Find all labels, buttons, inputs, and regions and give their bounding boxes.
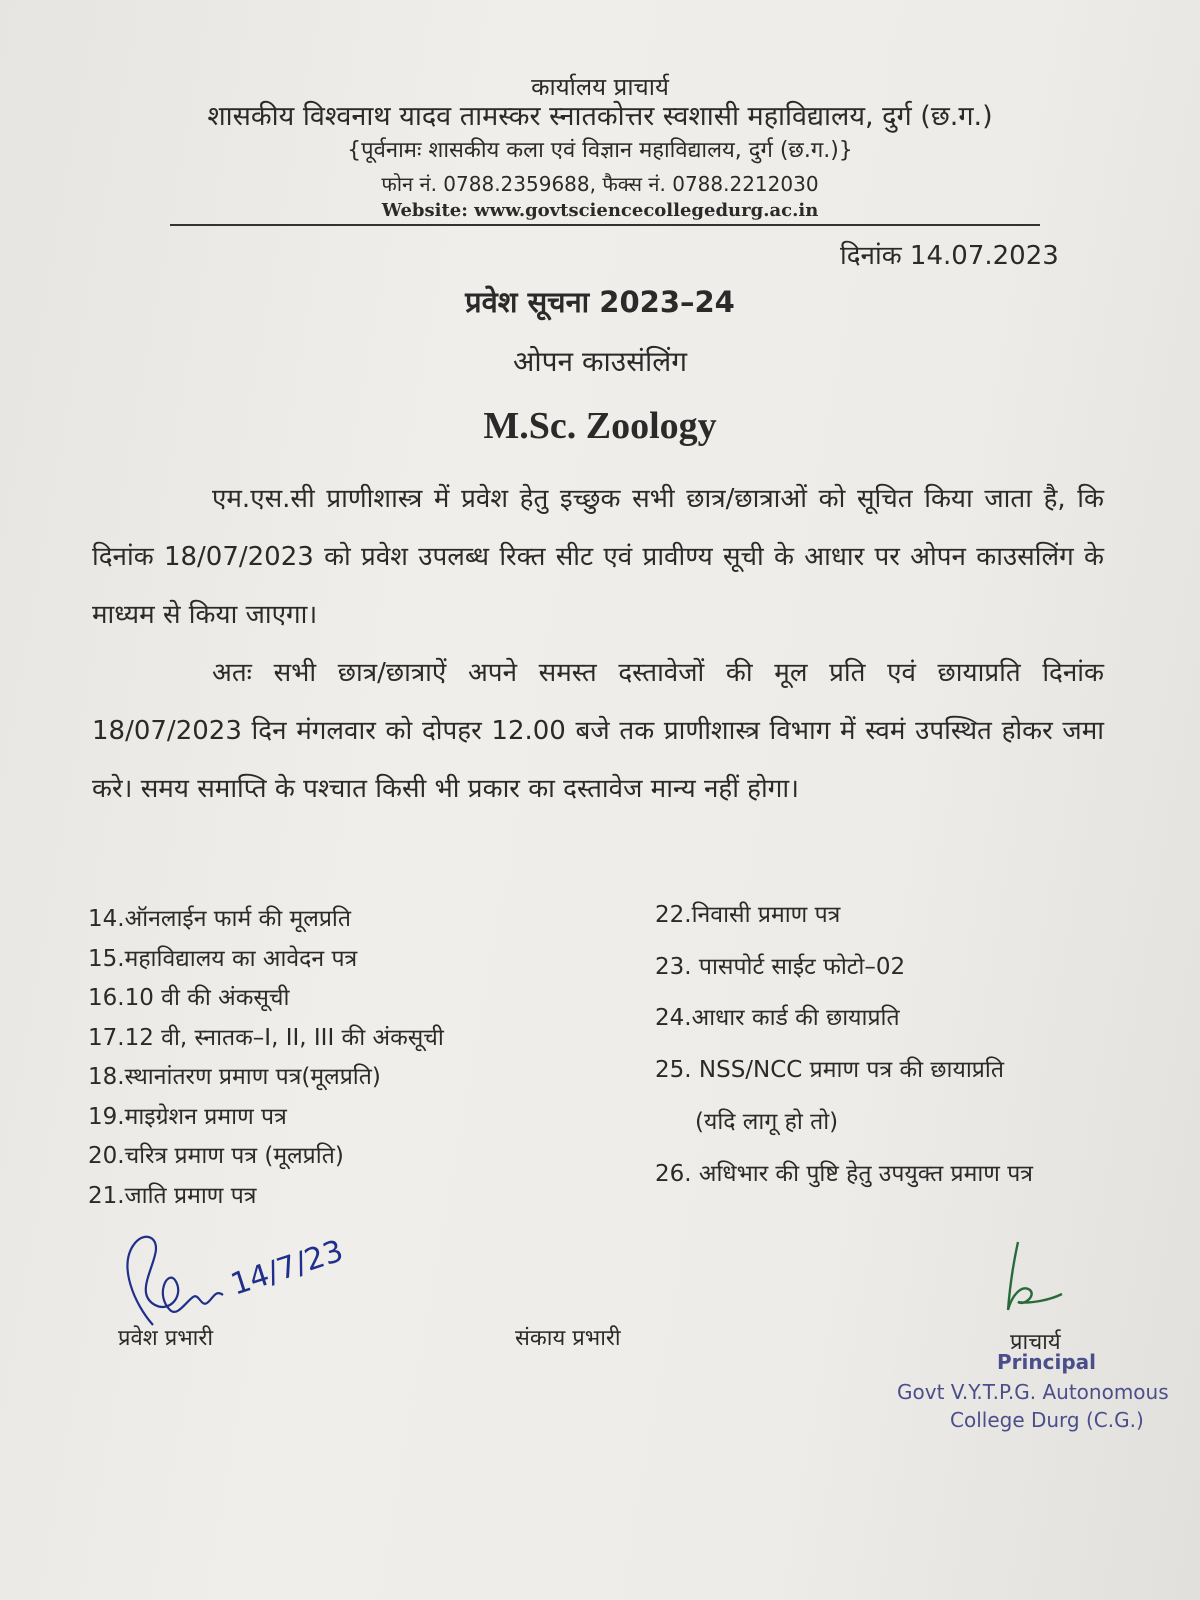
notice-title: प्रवेश सूचना 2023–24 xyxy=(465,285,735,319)
admission-incharge-label: प्रवेश प्रभारी xyxy=(118,1326,214,1351)
documents-list-right xyxy=(655,902,1033,1187)
contact-info: फोन नं. 0788.2359688, फैक्स नं. 0788.2212030 xyxy=(381,172,819,196)
principal-label: प्राचार्य xyxy=(1010,1330,1061,1355)
list-item: 21.जाति प्रमाण पत्र xyxy=(88,1182,257,1209)
list-item: 16.10 वी की अंकसूची xyxy=(88,985,290,1011)
list-item: 19.माइग्रेशन प्रमाण पत्र xyxy=(88,1103,287,1130)
header-divider xyxy=(170,224,1040,226)
paragraph-2 xyxy=(92,644,1104,818)
list-spacer xyxy=(655,1031,1033,1057)
list-item: 24.आधार कार्ड की छायाप्रति xyxy=(655,1005,900,1031)
list-item: 23. पासपोर्ट साईट फोटो–02 xyxy=(655,954,906,980)
list-spacer xyxy=(655,1135,1033,1161)
list-item: 25. NSS/NCC प्रमाण पत्र की छायाप्रति xyxy=(655,1057,1004,1083)
admission-incharge-signature xyxy=(115,1225,355,1330)
notice-date: दिनांक 14.07.2023 xyxy=(840,241,1059,271)
office-heading: कार्यालय प्राचार्य xyxy=(531,73,669,101)
stamp-location-line: College Durg (C.G.) xyxy=(950,1408,1144,1432)
stamp-principal: Principal xyxy=(997,1350,1096,1374)
list-item-note: (यदि लागू हो तो) xyxy=(695,1109,839,1135)
former-name: {पूर्वनामः शासकीय कला एवं विज्ञान महाविद्यालय, दुर्ग (छ.ग.)} xyxy=(347,138,853,163)
principal-signature xyxy=(1000,1240,1080,1320)
open-counselling-title: ओपन काउसंलिंग xyxy=(512,345,688,378)
paragraph-1 xyxy=(92,470,1104,644)
list-spacer xyxy=(655,980,1033,1005)
list-spacer xyxy=(655,1083,1033,1109)
list-item: 15.महाविद्यालय का आवेदन पत्र xyxy=(88,945,358,972)
documents-list-left xyxy=(88,900,444,1216)
paragraph-2-text: अतः सभी छात्र/छात्राऐं अपने समस्त दस्तावेजों की मूल प्रति एवं छायाप्रति दिनांक 18/07/2023 दिन मंगलवार को दोपहर 12.00 बजे तक प्राणीशास्त्र विभाग में स्वमं उपस्थित होकर जमा करे। समय समाप्ति के पश्चात किसी भी प्रकार का दस्तावेज मान्य नहीं होगा। xyxy=(92,658,1104,804)
stamp-college-line: Govt V.Y.T.P.G. Autonomous xyxy=(897,1380,1169,1404)
list-item: 22.निवासी प्रमाण पत्र xyxy=(655,902,841,928)
course-title: M.Sc. Zoology xyxy=(483,405,717,447)
faculty-incharge-label: संकाय प्रभारी xyxy=(515,1326,621,1351)
website: Website: www.govtsciencecollegedurg.ac.in xyxy=(381,200,819,221)
list-item: 14.ऑनलाईन फार्म की मूलप्रति xyxy=(88,906,351,932)
list-item: 18.स्थानांतरण प्रमाण पत्र(मूलप्रति) xyxy=(88,1064,381,1090)
signature-date: 14/7/23 xyxy=(226,1233,348,1303)
college-name: शासकीय विश्वनाथ यादव तामस्कर स्नातकोत्तर स्वशासी महाविद्यालय, दुर्ग (छ.ग.) xyxy=(207,101,993,132)
paragraph-1-text: एम.एस.सी प्राणीशास्त्र में प्रवेश हेतु इच्छुक सभी छात्र/छात्राओं को सूचित किया जाता है, कि दिनांक 18/07/2023 को प्रवेश उपलब्ध रिक्त सीट एवं प्रावीण्य सूची के आधार पर ओपन काउसलिंग के माध्यम से किया जाएगा। xyxy=(92,484,1104,630)
list-item: 17.12 वी, स्नातक–I, II, III की अंकसूची xyxy=(88,1024,444,1051)
list-item: 20.चरित्र प्रमाण पत्र (मूलप्रति) xyxy=(88,1143,344,1169)
list-spacer xyxy=(655,928,1033,954)
list-item: 26. अधिभार की पुष्टि हेतु उपयुक्त प्रमाण पत्र xyxy=(655,1161,1033,1187)
